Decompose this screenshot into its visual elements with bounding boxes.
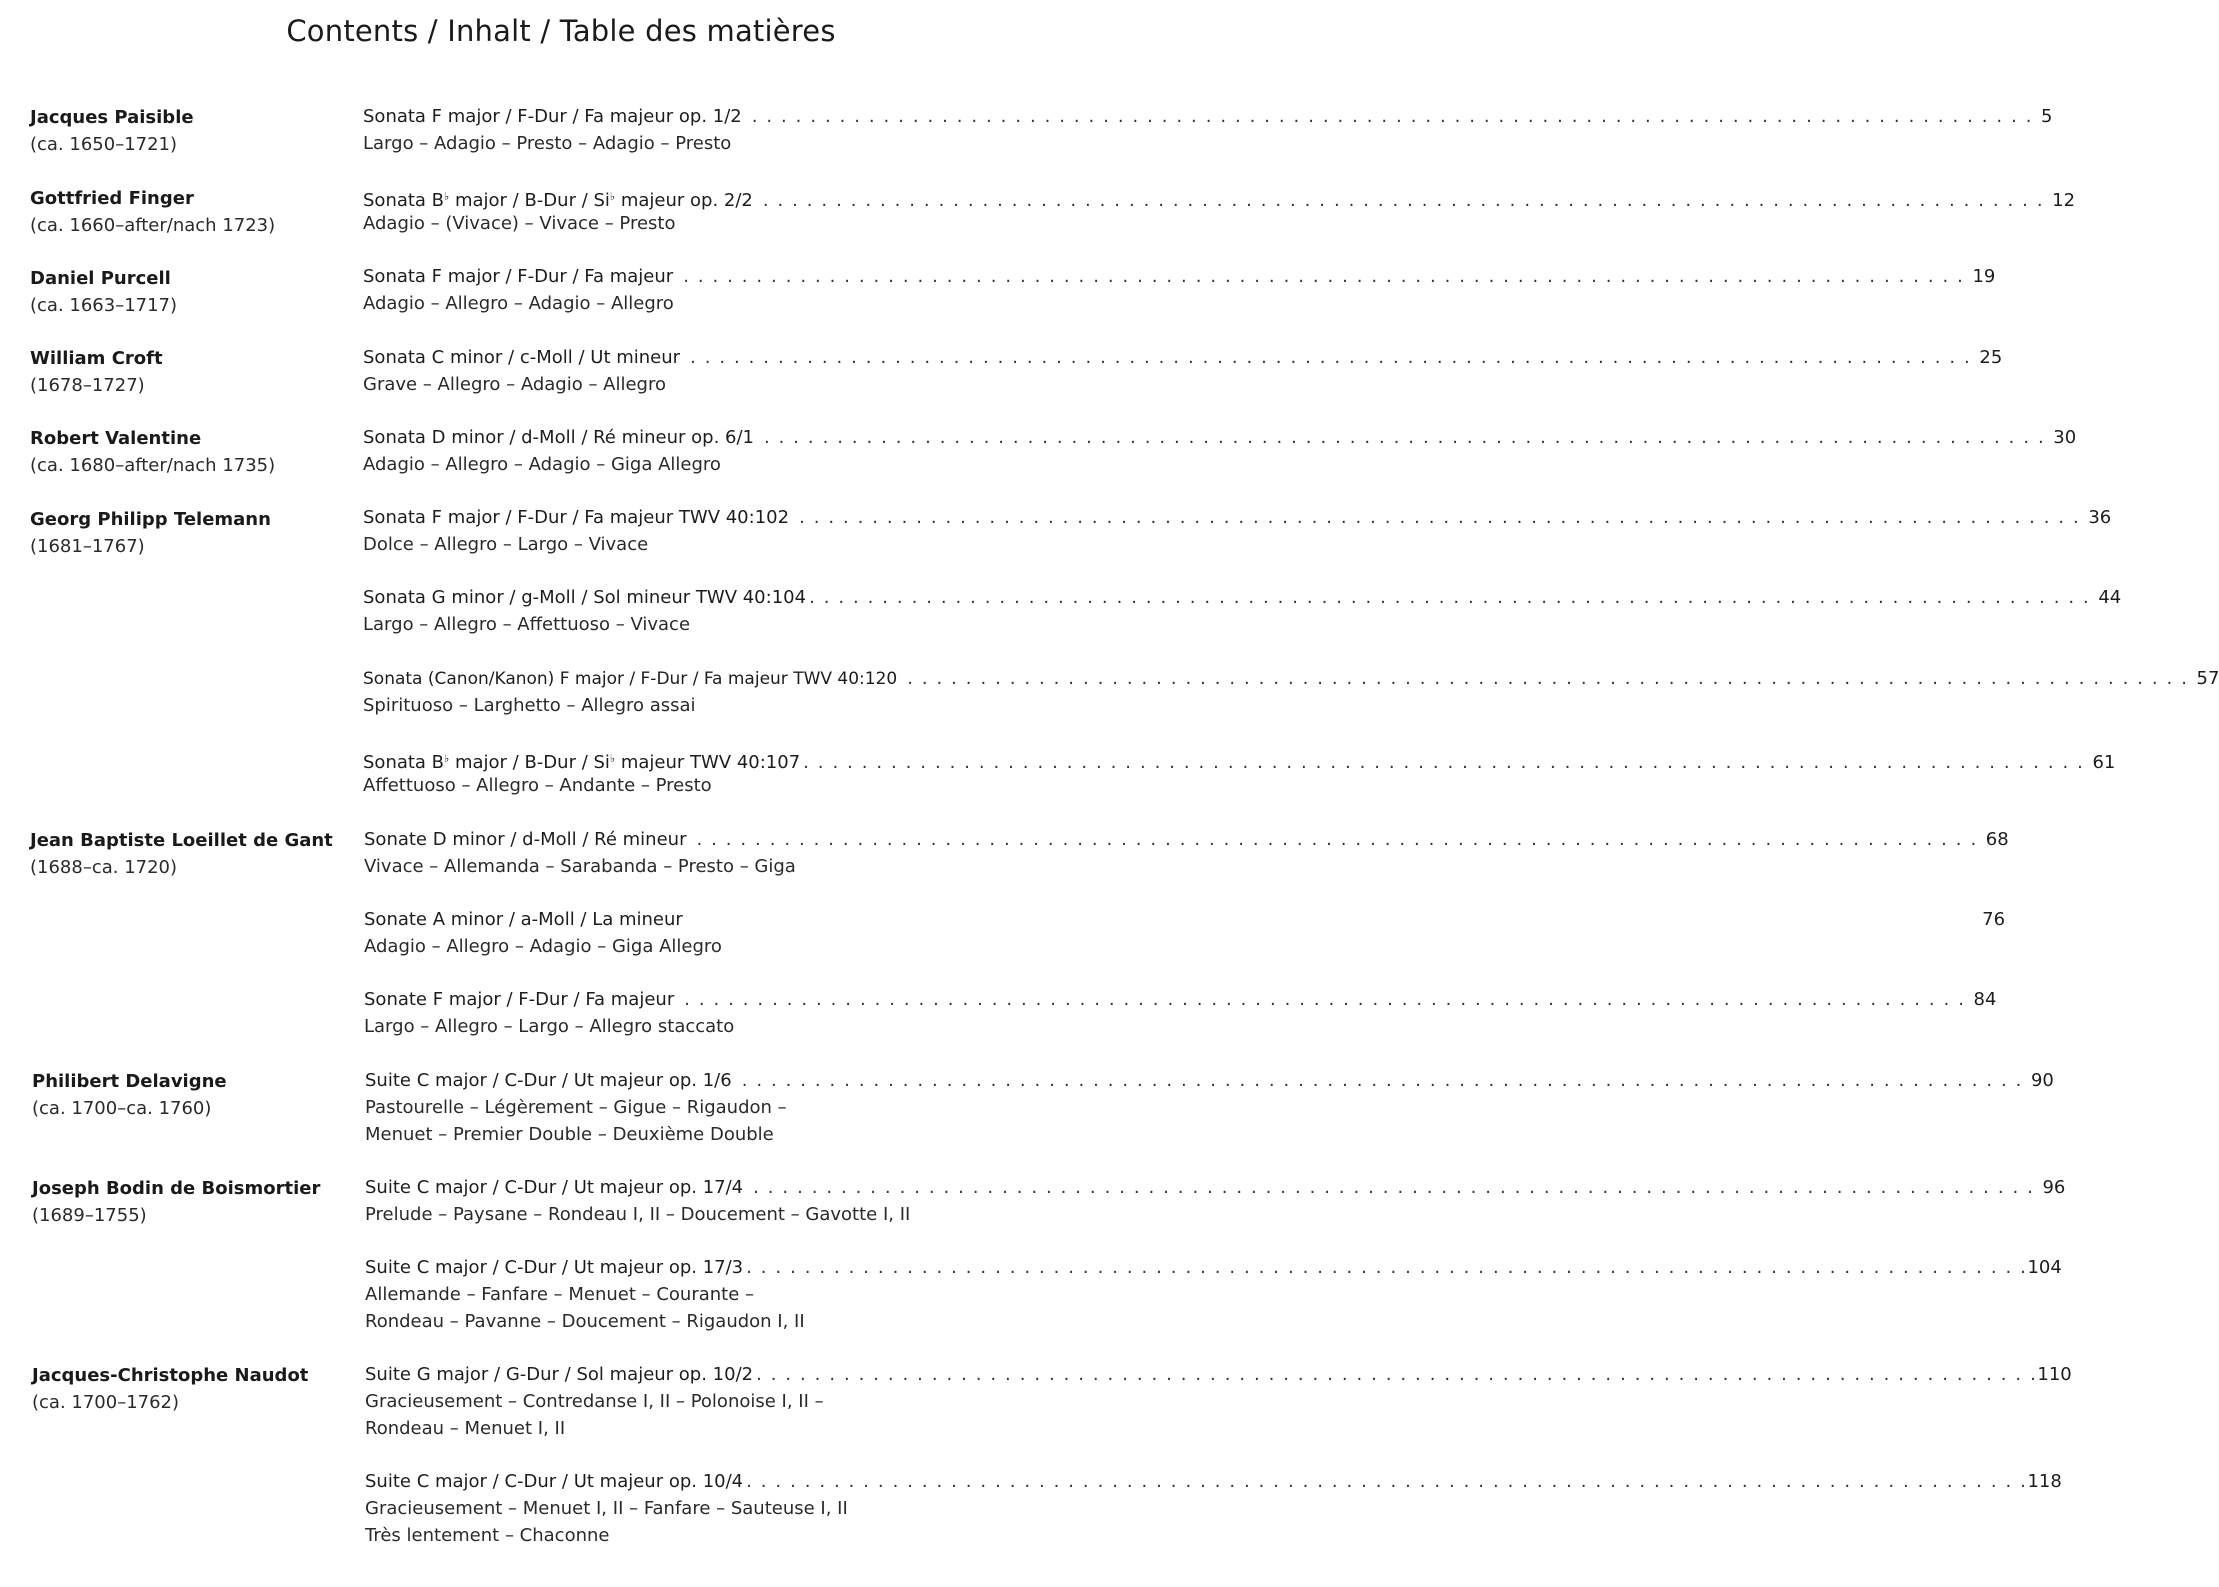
page-number: 57 bbox=[2196, 668, 2219, 689]
movements: Largo – Allegro – Affettuoso – Vivace bbox=[363, 614, 691, 635]
piece-title: Suite G major / G-Dur / Sol majeur op. 10/2 bbox=[365, 1364, 754, 1385]
composer-dates: (ca. 1663–1717) bbox=[30, 295, 178, 316]
movements: Vivace – Allemanda – Sarabanda – Presto – Giga bbox=[364, 856, 796, 877]
toc-entry[interactable] bbox=[363, 504, 2112, 531]
page-number: 36 bbox=[2088, 507, 2112, 528]
page-number: 84 bbox=[1973, 989, 1997, 1010]
dot-leader: . . . . . . . . . . . . . . . . . . . . . . . . . . . . . . . . . . . . . . . . . . . . . . . . . . . . . . . . . . . . . . . . . . . . . . . . . . . . . . . . . . . . . . . . bbox=[696, 829, 1978, 850]
movements: Spirituoso – Larghetto – Allegro assai bbox=[363, 695, 696, 716]
movements: Gracieusement – Contredanse I, II – Polonoise I, II – bbox=[365, 1391, 824, 1412]
dot-leader: . . . . . . . . . . . . . . . . . . . . . . . . . . . . . . . . . . . . . . . . . . . . . . . . . . . . . . . . . . . . . . . . . . . . . . . . . . . . . . . . . . . . . . . . bbox=[753, 1177, 2035, 1198]
movements: Affettuoso – Allegro – Andante – Presto bbox=[363, 775, 712, 796]
toc-entry[interactable] bbox=[363, 344, 2003, 371]
page-title: Contents / Inhalt / Table des matières bbox=[286, 14, 836, 48]
dot-leader: . . . . . . . . . . . . . . . . . . . . . . . . . . . . . . . . . . . . . . . . . . . . . . . . . . . . . . . . . . . . . . . . . . . . . . . . . . . . . . . . . . . . . . . . bbox=[746, 1471, 2028, 1492]
dot-leader: . . . . . . . . . . . . . . . . . . . . . . . . . . . . . . . . . . . . . . . . . . . . . . . . . . . . . . . . . . . . . . . . . . . . . . . . . . . . . . . . . . . . . . . . bbox=[746, 1257, 2028, 1278]
dot-leader: . . . . . . . . . . . . . . . . . . . . . . . . . . . . . . . . . . . . . . . . . . . . . . . . . . . . . . . . . . . . . . . . . . . . . . . . . . . . . . . . . . . . . . . . bbox=[799, 507, 2081, 528]
composer-name: Jacques-Christophe Naudot bbox=[32, 1365, 309, 1386]
page-number: 110 bbox=[2037, 1364, 2072, 1385]
toc-entry[interactable] bbox=[364, 986, 1997, 1013]
movements: Largo – Allegro – Largo – Allegro staccato bbox=[364, 1016, 735, 1037]
composer-dates: (1681–1767) bbox=[30, 536, 145, 557]
dot-leader: . . . . . . . . . . . . . . . . . . . . . . . . . . . . . . . . . . . . . . . . . . . . . . . . . . . . . . . . . . . . . . . . . . . . . . . . . . . . . . . . . . . . . . . . bbox=[762, 190, 2045, 211]
composer-dates: (ca. 1700–1762) bbox=[32, 1392, 180, 1413]
toc-entry[interactable] bbox=[365, 1067, 2054, 1094]
page-number: 25 bbox=[1979, 347, 2003, 368]
piece-title: Sonata F major / F-Dur / Fa majeur op. 1/2 bbox=[363, 106, 742, 127]
composer-name: William Croft bbox=[30, 348, 163, 369]
page-number: 61 bbox=[2092, 752, 2116, 773]
dot-leader: . . . . . . . . . . . . . . . . . . . . . . . . . . . . . . . . . . . . . . . . . . . . . . . . . . . . . . . . . . . . . . . . . . . . . . . . . . . . . . . . . . . . . . . . bbox=[803, 752, 2085, 773]
piece-title: Suite C major / C-Dur / Ut majeur op. 10/4 bbox=[365, 1471, 744, 1492]
toc-entry[interactable] bbox=[364, 826, 2009, 853]
composer-name: Robert Valentine bbox=[30, 428, 202, 449]
piece-title: Sonata B♭ major / B-Dur / Si♭ majeur op. 2/2 bbox=[363, 190, 753, 211]
toc-entry[interactable] bbox=[365, 1254, 2062, 1281]
dot-leader: . . . . . . . . . . . . . . . . . . . . . . . . . . . . . . . . . . . . . . . . . . . . . . . . . . . . . . . . . . . . . . . . . . . . . . . . . . . . . . . . . . . . . . . . bbox=[764, 427, 2046, 448]
composer-dates: (ca. 1680–after/nach 1735) bbox=[30, 455, 276, 476]
composer-name: Georg Philipp Telemann bbox=[30, 509, 271, 530]
dot-leader: . . . . . . . . . . . . . . . . . . . . . . . . . . . . . . . . . . . . . . . . . . . . . . . . . . . . . . . . . . . . . . . . . . . . . . . . . . . . . . . . . . . . . . . . bbox=[756, 1364, 2038, 1385]
dot-leader: . . . . . . . . . . . . . . . . . . . . . . . . . . . . . . . . . . . . . . . . . . . . . . . . . . . . . . . . . . . . . . . . . . . . . . . . . . . . . . . . . . . . . . . . bbox=[741, 1070, 2023, 1091]
composer-name: Daniel Purcell bbox=[30, 268, 171, 289]
movements: Rondeau – Pavanne – Doucement – Rigaudon I, II bbox=[365, 1311, 805, 1332]
page-number: 5 bbox=[2041, 106, 2053, 127]
composer-name: Jacques Paisible bbox=[30, 107, 194, 128]
movements: Dolce – Allegro – Largo – Vivace bbox=[363, 534, 649, 555]
page-number: 30 bbox=[2053, 427, 2077, 448]
page-number: 96 bbox=[2042, 1177, 2066, 1198]
piece-title: Sonata (Canon/Kanon) F major / F-Dur / Fa majeur TWV 40:120 bbox=[363, 669, 898, 689]
dot-leader: . . . . . . . . . . . . . . . . . . . . . . . . . . . . . . . . . . . . . . . . . . . . . . . . . . . . . . . . . . . . . . . . . . . . . . . . . . . . . . . . . . . . . . . . bbox=[751, 106, 2034, 127]
composer-dates: (1689–1755) bbox=[32, 1205, 147, 1226]
piece-title: Sonate A minor / a-Moll / La mineur bbox=[364, 909, 683, 930]
piece-title: Sonate F major / F-Dur / Fa majeur bbox=[364, 989, 675, 1010]
piece-title: Sonate D minor / d-Moll / Ré mineur bbox=[364, 829, 687, 850]
flat-sign: ♭ bbox=[609, 752, 616, 765]
toc-entry[interactable] bbox=[363, 665, 2219, 693]
composer-dates: (ca. 1650–1721) bbox=[30, 134, 178, 155]
movements: Adagio – Allegro – Adagio – Giga Allegro bbox=[364, 936, 722, 957]
dot-leader: . . . . . . . . . . . . . . . . . . . . . . . . . . . . . . . . . . . . . . . . . . . . . . . . . . . . . . . . . . . . . . . . . . . . . . . . . . . . . . . . . . . . . . . . bbox=[684, 989, 1966, 1010]
page-number: 76 bbox=[1982, 909, 2006, 930]
flat-sign: ♭ bbox=[444, 190, 450, 203]
composer-dates: (ca. 1660–after/nach 1723) bbox=[30, 215, 276, 236]
composer-dates: (1688–ca. 1720) bbox=[30, 857, 178, 878]
toc-entry[interactable] bbox=[363, 424, 2077, 451]
page-number: 12 bbox=[2052, 190, 2076, 211]
composer-dates: (ca. 1700–ca. 1760) bbox=[32, 1098, 212, 1119]
toc-entry[interactable] bbox=[363, 584, 2122, 611]
toc-entry[interactable] bbox=[363, 103, 2053, 130]
page-number: 44 bbox=[2098, 587, 2122, 608]
toc-entry[interactable] bbox=[364, 906, 2006, 933]
piece-title: Suite C major / C-Dur / Ut majeur op. 1/6 bbox=[365, 1070, 732, 1091]
dot-leader: . . . . . . . . . . . . . . . . . . . . . . . . . . . . . . . . . . . . . . . . . . . . . . . . . . . . . . . . . . . . . . . . . . . . . . . . . . . . . . . . . . . . . . . . bbox=[690, 347, 1972, 368]
movements: Adagio – (Vivace) – Vivace – Presto bbox=[363, 213, 676, 234]
composer-dates: (1678–1727) bbox=[30, 375, 145, 396]
dot-leader: . . . . . . . . . . . . . . . . . . . . . . . . . . . . . . . . . . . . . . . . . . . . . . . . . . . . . . . . . . . . . . . . . . . . . . . . . . . . . . . . . . . . . . . . bbox=[907, 668, 2189, 689]
movements: Très lentement – Chaconne bbox=[365, 1525, 610, 1546]
piece-title: Sonata B♭ major / B-Dur / Si♭ majeur TWV 40:107 bbox=[363, 752, 801, 773]
movements: Menuet – Premier Double – Deuxième Double bbox=[365, 1124, 774, 1145]
piece-title: Suite C major / C-Dur / Ut majeur op. 17/3 bbox=[365, 1257, 744, 1278]
page-number: 68 bbox=[1985, 829, 2009, 850]
movements: Pastourelle – Légèrement – Gigue – Rigaudon – bbox=[365, 1097, 787, 1118]
composer-name: Joseph Bodin de Boismortier bbox=[32, 1178, 321, 1199]
piece-title: Sonata F major / F-Dur / Fa majeur bbox=[363, 266, 674, 287]
page-number: 104 bbox=[2027, 1257, 2062, 1278]
piece-title: Sonata F major / F-Dur / Fa majeur TWV 40:102 bbox=[363, 507, 790, 528]
piece-title: Sonata C minor / c-Moll / Ut mineur bbox=[363, 347, 681, 368]
dot-leader: . . . . . . . . . . . . . . . . . . . . . . . . . . . . . . . . . . . . . . . . . . . . . . . . . . . . . . . . . . . . . . . . . . . . . . . . . . . . . . . . . . . . . . . . bbox=[809, 587, 2091, 608]
dot-leader: . . . . . . . . . . . . . . . . . . . . . . . . . . . . . . . . . . . . . . . . . . . . . . . . . . . . . . . . . . . . . . . . . . . . . . . . . . . . . . . . . . . . . . . . bbox=[683, 266, 1965, 287]
movements: Allemande – Fanfare – Menuet – Courante – bbox=[365, 1284, 755, 1305]
toc-entry[interactable] bbox=[365, 1174, 2066, 1201]
toc-entry[interactable] bbox=[363, 263, 1996, 290]
page-number: 118 bbox=[2027, 1471, 2062, 1492]
movements: Adagio – Allegro – Adagio – Giga Allegro bbox=[363, 454, 721, 475]
flat-sign: ♭ bbox=[444, 752, 450, 765]
composer-name: Jean Baptiste Loeillet de Gant bbox=[30, 830, 333, 851]
toc-entry[interactable] bbox=[365, 1468, 2062, 1495]
movements: Rondeau – Menuet I, II bbox=[365, 1418, 566, 1439]
page-number: 90 bbox=[2030, 1070, 2054, 1091]
movements: Gracieusement – Menuet I, II – Fanfare – Sauteuse I, II bbox=[365, 1498, 848, 1519]
piece-title: Suite C major / C-Dur / Ut majeur op. 17/4 bbox=[365, 1177, 744, 1198]
movements: Largo – Adagio – Presto – Adagio – Presto bbox=[363, 133, 732, 154]
composer-name: Gottfried Finger bbox=[30, 188, 194, 209]
movements: Prelude – Paysane – Rondeau I, II – Doucement – Gavotte I, II bbox=[365, 1204, 911, 1225]
piece-title: Sonata G minor / g-Moll / Sol mineur TWV 40:104 bbox=[363, 587, 807, 608]
movements: Grave – Allegro – Adagio – Allegro bbox=[363, 374, 666, 395]
flat-sign: ♭ bbox=[609, 190, 616, 203]
piece-title: Sonata D minor / d-Moll / Ré mineur op. 6/1 bbox=[363, 427, 754, 448]
page-number: 19 bbox=[1972, 266, 1996, 287]
composer-name: Philibert Delavigne bbox=[32, 1071, 227, 1092]
movements: Adagio – Allegro – Adagio – Allegro bbox=[363, 293, 674, 314]
toc-entry[interactable] bbox=[365, 1361, 2072, 1388]
